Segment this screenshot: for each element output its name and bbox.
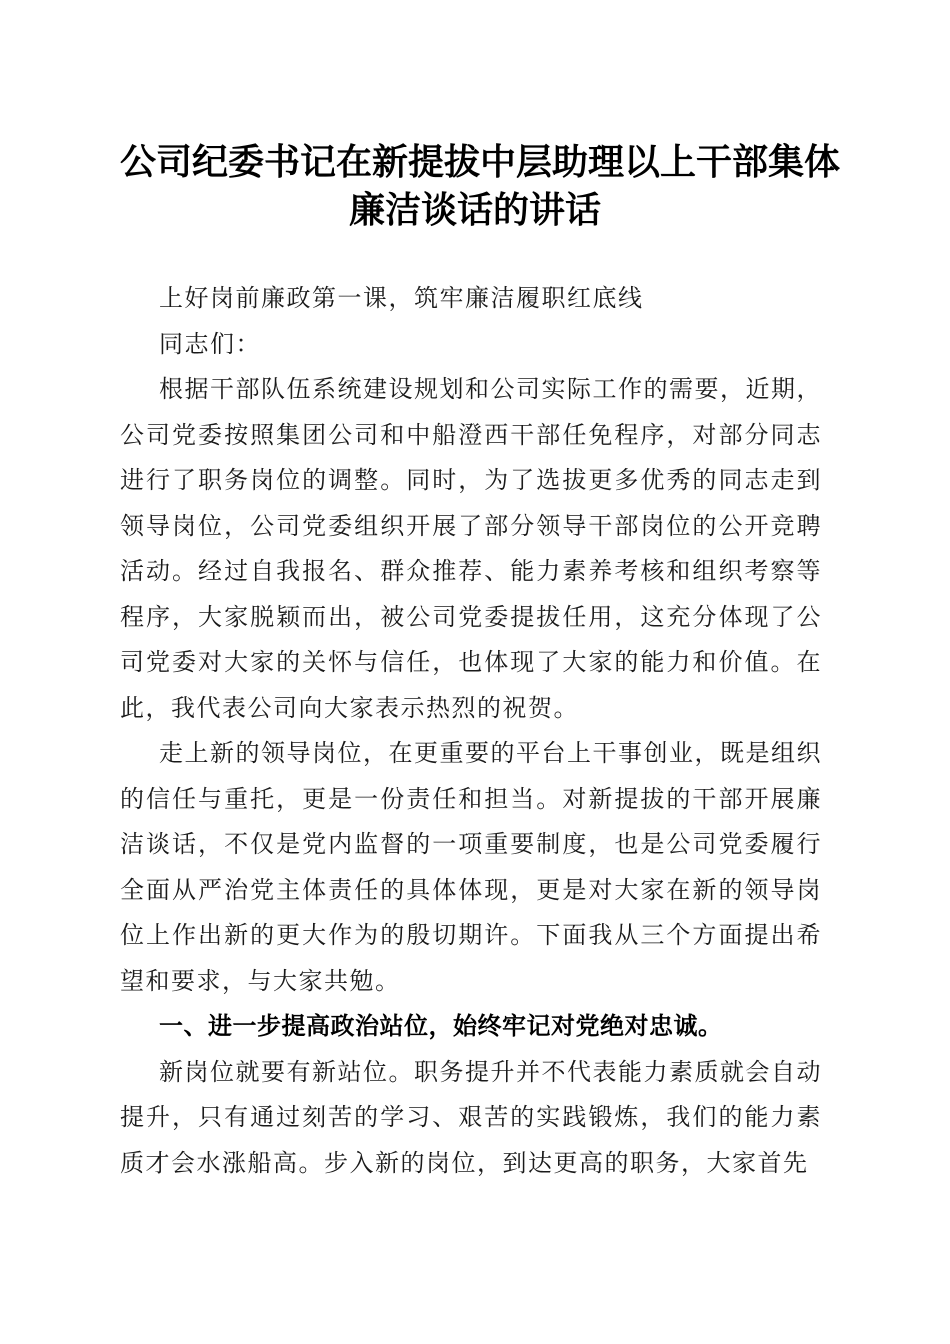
title-line-2: 廉洁谈话的讲话 [348, 189, 601, 231]
title-line-1: 公司纪委书记在新提拔中层助理以上干部集体 [120, 141, 841, 183]
paragraph-3: 新岗位就要有新站位。职务提升并不代表能力素质就会自动提升，只有通过刻苦的学习、艰苦的实践锻炼，我们的能力素质才会水涨船高。步入新的岗位，到达更高的职务，大家首先 [120, 1057, 822, 1177]
paragraph-1: 根据干部队伍系统建设规划和公司实际工作的需要，近期，公司党委按照集团公司和中船澄西干部任免程序，对部分同志进行了职务岗位的调整。同时，为了选拔更多优秀的同志走到领导岗位，公司党委组织开展了部分领导干部岗位的公开竞聘活动。经过自我报名、群众推荐、能力素养考核和组织考察等程序，大家脱颖而出，被公司党委提拔任用，这充分体现了公司党委对大家的关怀与信任，也体现了大家的能力和价值。在此，我代表公司向大家表示热烈的祝贺。 [120, 375, 822, 722]
section-heading-1: 一、进一步提高政治站位，始终牢记对党绝对忠诚。 [159, 1012, 723, 1040]
subtitle: 上好岗前廉政第一课，筑牢廉洁履职红底线 [159, 284, 644, 312]
salutation: 同志们： [159, 329, 261, 358]
paragraph-2: 走上新的领导岗位，在更重要的平台上干事创业，既是组织的信任与重托，更是一份责任和担当。对新提拔的干部开展廉洁谈话，不仅是党内监督的一项重要制度，也是公司党委履行全面从严治党主体责任的具体体现，更是对大家在新的领导岗位上作出新的更大作为的殷切期许。下面我从三个方面提出希望和要求，与大家共勉。 [120, 739, 822, 995]
document-body [120, 276, 822, 1186]
document-title [120, 138, 841, 234]
